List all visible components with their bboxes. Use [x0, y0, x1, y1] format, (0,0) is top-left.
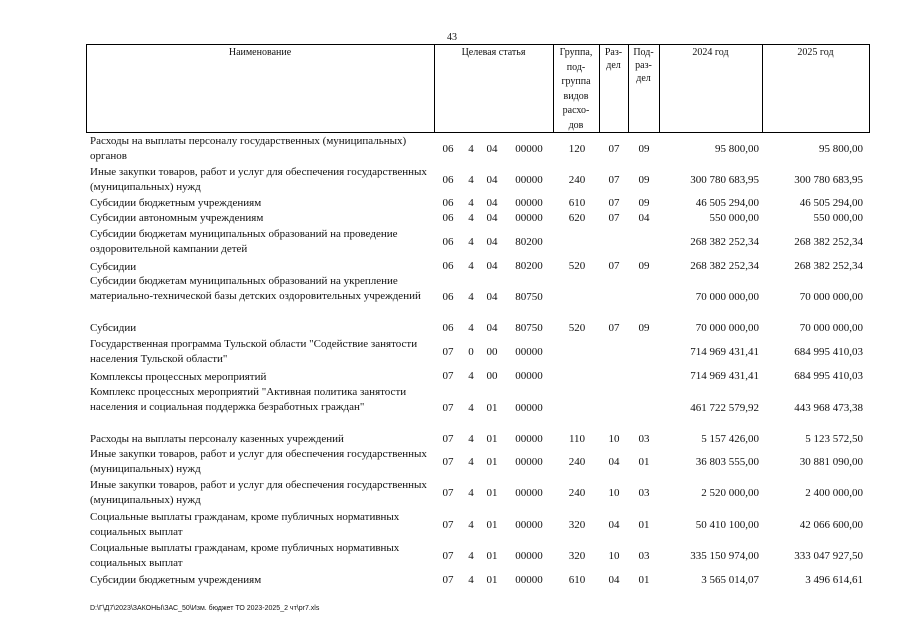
amount-2024: 300 780 683,95: [690, 174, 759, 186]
section-code: 04: [608, 574, 620, 586]
target-3: 04: [486, 260, 498, 272]
row-name: Субсидии: [90, 322, 137, 334]
target-2: 4: [468, 236, 474, 248]
target-4: 00000: [515, 519, 543, 531]
section-code: 10: [608, 550, 620, 562]
target-1: 07: [442, 346, 454, 358]
target-3: 01: [486, 487, 498, 499]
target-3: 04: [486, 174, 498, 186]
row-name: Социальные выплаты гражданам, кроме публичных нормативных социальных выплат: [90, 542, 400, 569]
table-row: [0, 259, 904, 274]
target-2: 4: [468, 402, 474, 414]
target-1: 06: [442, 260, 454, 272]
target-1: 07: [442, 574, 454, 586]
row-name: Субсидии бюджетам муниципальных образований на укрепление материально-технической базы детских оздоровительных учреждений: [90, 275, 421, 302]
target-3: 01: [486, 574, 498, 586]
row-name: Иные закупки товаров, работ и услуг для обеспечения государственных (муниципальных) нужд: [90, 479, 427, 506]
group-code: 240: [568, 456, 586, 468]
header-2025: 2025 год: [797, 47, 834, 58]
group-code: 320: [568, 519, 586, 531]
amount-2024: 36 803 555,00: [695, 456, 759, 468]
amount-2025: 70 000 000,00: [799, 291, 863, 303]
target-3: 04: [486, 236, 498, 248]
row-name: Государственная программа Тульской области "Содействие занятости населения Тульской области": [90, 338, 418, 365]
target-3: 01: [486, 550, 498, 562]
target-2: 4: [468, 174, 474, 186]
group-code: 610: [568, 574, 586, 586]
target-4: 00000: [515, 197, 543, 209]
target-3: 04: [486, 291, 498, 303]
target-4: 00000: [515, 456, 543, 468]
target-3: 04: [486, 143, 498, 155]
section-code: 07: [608, 197, 620, 209]
amount-2025: 5 123 572,50: [805, 433, 863, 445]
table-row: [0, 337, 904, 368]
header-group: Группа, под- группа видов расхо- дов: [559, 47, 593, 131]
target-1: 06: [442, 174, 454, 186]
target-2: 4: [468, 487, 474, 499]
target-3: 04: [486, 197, 498, 209]
amount-2025: 30 881 090,00: [799, 456, 863, 468]
target-2: 4: [468, 260, 474, 272]
target-2: 4: [468, 197, 474, 209]
section-code: 04: [608, 519, 620, 531]
row-name: Иные закупки товаров, работ и услуг для обеспечения государственных (муниципальных) нужд: [90, 166, 427, 193]
amount-2024: 50 410 100,00: [695, 519, 759, 531]
target-3: 01: [486, 402, 498, 414]
target-3: 04: [486, 212, 498, 224]
table-row: [0, 478, 904, 509]
subsection-code: 03: [638, 433, 650, 445]
target-2: 4: [468, 456, 474, 468]
target-1: 06: [442, 212, 454, 224]
amount-2025: 42 066 600,00: [799, 519, 863, 531]
subsection-code: 09: [638, 197, 650, 209]
amount-2025: 2 400 000,00: [805, 487, 863, 499]
target-2: 4: [468, 212, 474, 224]
section-code: 10: [608, 487, 620, 499]
target-4: 00000: [515, 346, 543, 358]
subsection-code: 04: [638, 212, 650, 224]
row-name: Субсидии бюджетным учреждениям: [90, 574, 262, 586]
group-code: 110: [568, 433, 586, 445]
row-name: Социальные выплаты гражданам, кроме публичных нормативных социальных выплат: [90, 511, 400, 538]
section-code: 07: [608, 322, 620, 334]
table-row: [0, 385, 904, 432]
subsection-code: 09: [638, 174, 650, 186]
section-code: 07: [608, 212, 620, 224]
table-row: [0, 321, 904, 336]
amount-2024: 3 565 014,07: [701, 574, 759, 586]
amount-2024: 335 150 974,00: [690, 550, 759, 562]
target-4: 80750: [515, 322, 543, 334]
target-3: 01: [486, 519, 498, 531]
row-name: Комплексы процессных мероприятий: [90, 371, 267, 383]
target-3: 00: [486, 346, 498, 358]
file-path-footer: D:\Г\Д7\2023\ЗАКОНЫ\ЗАС_50\Изм. бюджет ТО 2023-2025_2 чт\pr7.xls: [90, 605, 320, 612]
row-name: Расходы на выплаты персоналу казенных учреждений: [90, 433, 344, 445]
target-4: 00000: [515, 574, 543, 586]
amount-2025: 268 382 252,34: [794, 236, 863, 248]
section-code: 07: [608, 260, 620, 272]
subsection-code: 03: [638, 550, 650, 562]
target-4: 00000: [515, 433, 543, 445]
subsection-code: 01: [638, 519, 650, 531]
amount-2025: 300 780 683,95: [794, 174, 863, 186]
target-1: 06: [442, 322, 454, 334]
amount-2024: 95 800,00: [715, 143, 759, 155]
subsection-code: 01: [638, 574, 650, 586]
target-3: 01: [486, 433, 498, 445]
table-row: [0, 211, 904, 226]
table-row: [0, 432, 904, 447]
subsection-code: 03: [638, 487, 650, 499]
amount-2025: 95 800,00: [819, 143, 863, 155]
table-row: [0, 196, 904, 211]
subsection-code: 01: [638, 456, 650, 468]
amount-2025: 550 000,00: [813, 212, 863, 224]
row-name: Субсидии: [90, 261, 137, 273]
header-section: Раз- дел: [604, 47, 623, 71]
amount-2024: 2 520 000,00: [701, 487, 759, 499]
amount-2025: 333 047 927,50: [794, 550, 863, 562]
group-code: 520: [568, 322, 586, 334]
amount-2025: 70 000 000,00: [799, 322, 863, 334]
target-4: 00000: [515, 370, 543, 382]
target-1: 07: [442, 487, 454, 499]
amount-2024: 70 000 000,00: [695, 291, 759, 303]
target-1: 06: [442, 197, 454, 209]
header-2024: 2024 год: [692, 47, 729, 58]
table-row: [0, 510, 904, 541]
target-1: 07: [442, 433, 454, 445]
section-code: 07: [608, 174, 620, 186]
row-name: Иные закупки товаров, работ и услуг для обеспечения государственных (муниципальных) нужд: [90, 448, 427, 475]
group-code: 120: [568, 143, 586, 155]
amount-2025: 684 995 410,03: [794, 370, 863, 382]
subsection-code: 09: [638, 143, 650, 155]
table-row: [0, 369, 904, 384]
table-row: [0, 541, 904, 572]
amount-2025: 3 496 614,61: [805, 574, 863, 586]
subsection-code: 09: [638, 260, 650, 272]
target-2: 4: [468, 370, 474, 382]
group-code: 240: [568, 174, 586, 186]
amount-2024: 268 382 252,34: [690, 260, 759, 272]
group-code: 620: [568, 212, 586, 224]
amount-2024: 5 157 426,00: [701, 433, 759, 445]
target-3: 01: [486, 456, 498, 468]
amount-2025: 443 968 473,38: [794, 402, 863, 414]
group-code: 320: [568, 550, 586, 562]
section-code: 10: [608, 433, 620, 445]
target-4: 80200: [515, 260, 543, 272]
table-row: [0, 447, 904, 478]
target-4: 00000: [515, 143, 543, 155]
target-2: 4: [468, 143, 474, 155]
target-4: 00000: [515, 174, 543, 186]
target-4: 00000: [515, 550, 543, 562]
group-code: 610: [568, 197, 586, 209]
row-name: Субсидии бюджетам муниципальных образований на проведение оздоровительной кампании детей: [90, 228, 398, 255]
target-1: 07: [442, 550, 454, 562]
row-name: Субсидии бюджетным учреждениям: [90, 197, 262, 209]
row-name: Расходы на выплаты персоналу государственных (муниципальных) органов: [90, 135, 407, 162]
amount-2024: 461 722 579,92: [690, 402, 759, 414]
amount-2024: 550 000,00: [709, 212, 759, 224]
section-code: 07: [608, 143, 620, 155]
amount-2025: 684 995 410,03: [794, 346, 863, 358]
row-name: Субсидии автономным учреждениям: [90, 212, 264, 224]
target-4: 80750: [515, 291, 543, 303]
target-4: 00000: [515, 487, 543, 499]
target-1: 06: [442, 291, 454, 303]
amount-2024: 70 000 000,00: [695, 322, 759, 334]
header-target: Целевая статья: [461, 47, 526, 58]
target-2: 4: [468, 291, 474, 303]
section-code: 04: [608, 456, 620, 468]
target-1: 07: [442, 402, 454, 414]
table-row: [0, 165, 904, 196]
table-row: [0, 573, 904, 588]
page-number: 43: [447, 32, 457, 43]
group-code: 520: [568, 260, 586, 272]
target-3: 04: [486, 322, 498, 334]
target-4: 00000: [515, 402, 543, 414]
target-1: 07: [442, 370, 454, 382]
group-code: 240: [568, 487, 586, 499]
target-2: 4: [468, 550, 474, 562]
target-2: 4: [468, 574, 474, 586]
target-2: 0: [468, 346, 474, 358]
amount-2024: 46 505 294,00: [695, 197, 759, 209]
target-1: 06: [442, 143, 454, 155]
header-name: Наименование: [228, 47, 292, 58]
amount-2024: 714 969 431,41: [690, 346, 759, 358]
target-1: 07: [442, 456, 454, 468]
table-row: [0, 274, 904, 321]
target-4: 80200: [515, 236, 543, 248]
table-row: [0, 227, 904, 258]
target-1: 06: [442, 236, 454, 248]
target-2: 4: [468, 322, 474, 334]
amount-2024: 268 382 252,34: [690, 236, 759, 248]
target-2: 4: [468, 433, 474, 445]
amount-2025: 46 505 294,00: [799, 197, 863, 209]
row-name: Комплекс процессных мероприятий "Активная политика занятости населения и социальная поддержка безработных граждан": [90, 386, 407, 413]
header-subsection: Под- раз- дел: [633, 47, 654, 84]
amount-2024: 714 969 431,41: [690, 370, 759, 382]
target-1: 07: [442, 519, 454, 531]
target-2: 4: [468, 519, 474, 531]
target-4: 00000: [515, 212, 543, 224]
target-3: 00: [486, 370, 498, 382]
amount-2025: 268 382 252,34: [794, 260, 863, 272]
table-row: [0, 134, 904, 165]
subsection-code: 09: [638, 322, 650, 334]
